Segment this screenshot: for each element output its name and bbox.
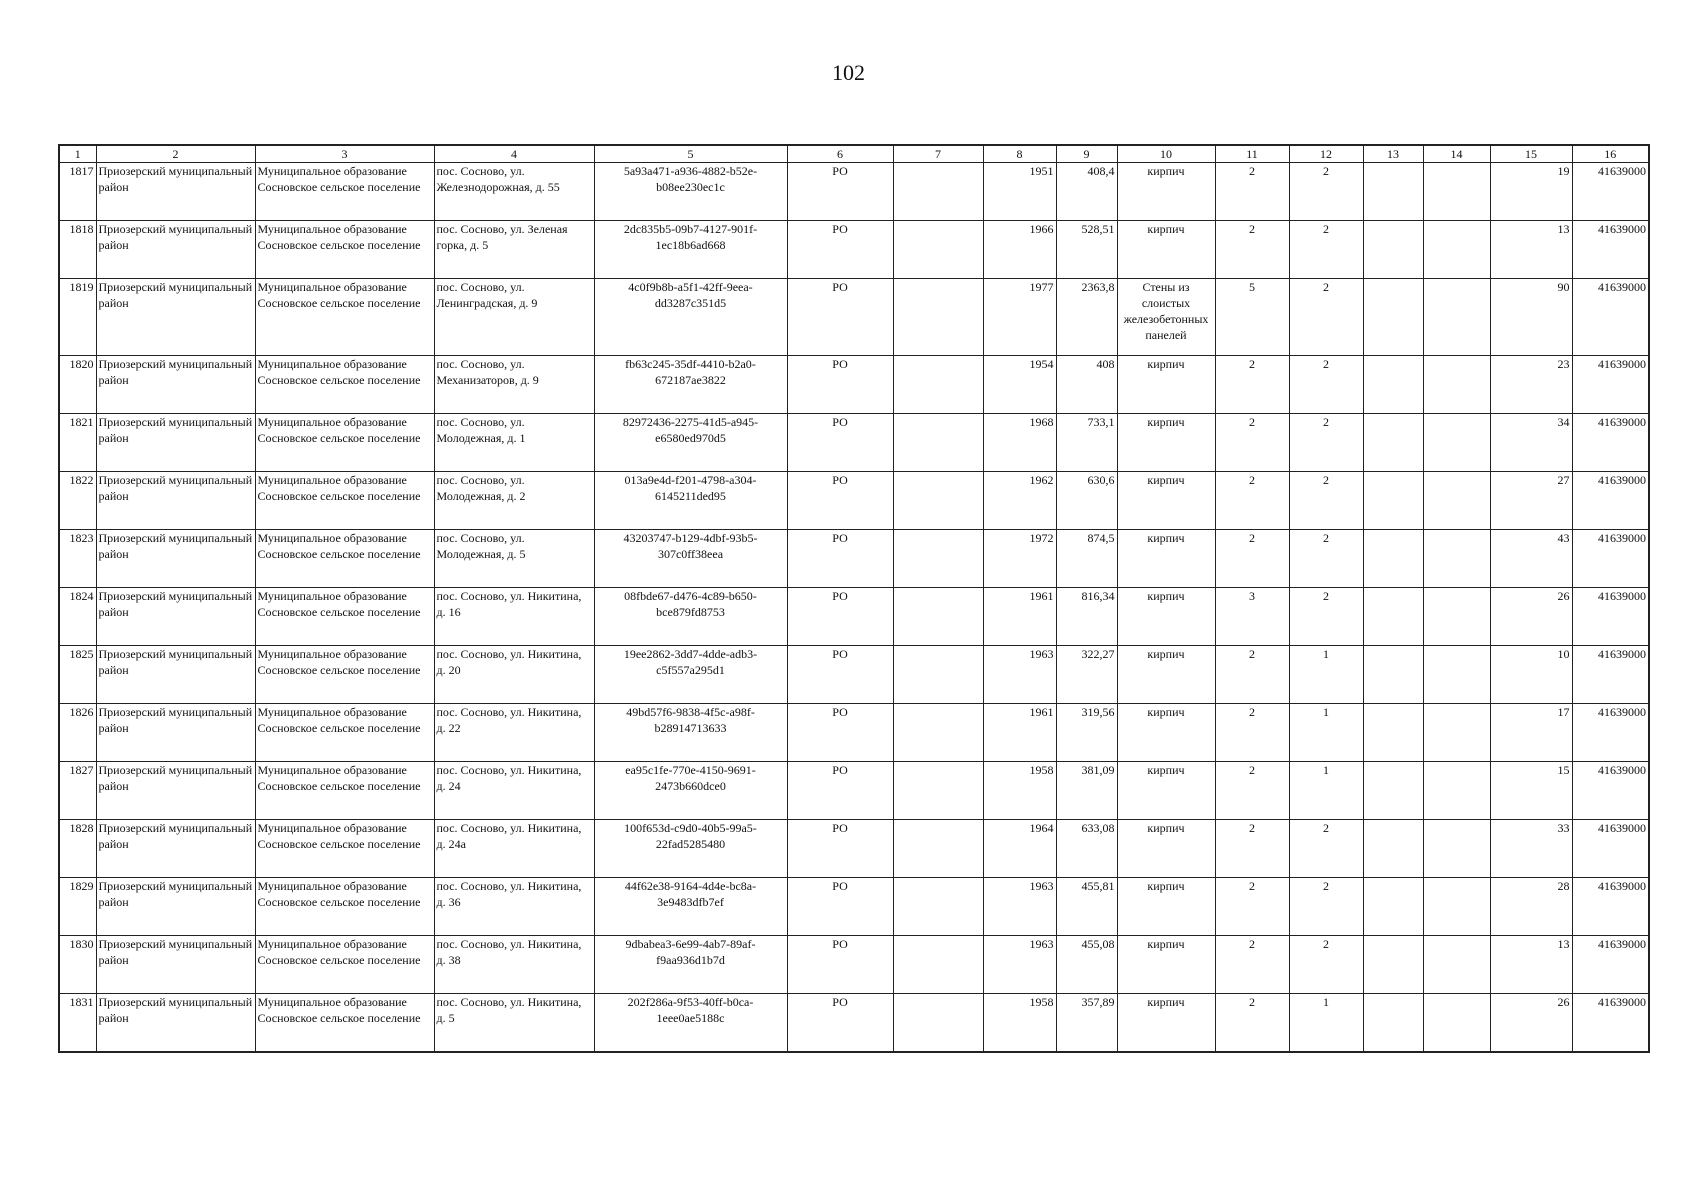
col-7-cell <box>893 936 983 994</box>
col-13-cell <box>1363 356 1423 414</box>
area-cell: 357,89 <box>1056 994 1117 1052</box>
fund-type-cell: РО <box>787 414 893 472</box>
col-7-cell <box>893 994 983 1052</box>
apartments-cell: 90 <box>1490 279 1572 356</box>
area-cell: 455,81 <box>1056 878 1117 936</box>
fund-type-cell: РО <box>787 878 893 936</box>
table-row <box>59 163 1649 221</box>
fias-guid-cell: 82972436-2275-41d5-a945-e6580ed970d5 <box>594 414 787 472</box>
wall-material-cell: кирпич <box>1117 820 1215 878</box>
address-cell: пос. Сосново, ул. Никитина, д. 24 <box>434 762 594 820</box>
col-13-cell <box>1363 414 1423 472</box>
table-row <box>59 762 1649 820</box>
floors-cell: 2 <box>1215 878 1289 936</box>
area-cell: 408 <box>1056 356 1117 414</box>
col-14-cell <box>1423 414 1490 472</box>
district-cell: Приозерский муниципальный район <box>96 820 255 878</box>
address-cell: пос. Сосново, ул. Никитина, д. 16 <box>434 588 594 646</box>
row-number-cell: 1821 <box>59 414 96 472</box>
col-14-cell <box>1423 878 1490 936</box>
floors-cell: 2 <box>1215 221 1289 279</box>
year-built-cell: 1977 <box>983 279 1056 356</box>
entrances-cell: 2 <box>1289 936 1363 994</box>
municipality-cell: Муниципальное образование Сосновское сельское поселение <box>255 704 434 762</box>
district-cell: Приозерский муниципальный район <box>96 530 255 588</box>
col-13-cell <box>1363 163 1423 221</box>
col-7-cell <box>893 221 983 279</box>
col-7-cell <box>893 704 983 762</box>
row-number-cell: 1820 <box>59 356 96 414</box>
col-7-cell <box>893 414 983 472</box>
col-7-cell <box>893 530 983 588</box>
floors-cell: 2 <box>1215 994 1289 1052</box>
floors-cell: 2 <box>1215 163 1289 221</box>
fias-guid-cell: 202f286a-9f53-40ff-b0ca-1eee0ae5188c <box>594 994 787 1052</box>
entrances-cell: 2 <box>1289 472 1363 530</box>
fias-guid-cell: fb63c245-35df-4410-b2a0-672187ae3822 <box>594 356 787 414</box>
area-cell: 528,51 <box>1056 221 1117 279</box>
fias-guid-cell: ea95c1fe-770e-4150-9691-2473b660dce0 <box>594 762 787 820</box>
entrances-cell: 1 <box>1289 762 1363 820</box>
col-13-cell <box>1363 936 1423 994</box>
table-row <box>59 472 1649 530</box>
municipality-cell: Муниципальное образование Сосновское сельское поселение <box>255 588 434 646</box>
area-cell: 322,27 <box>1056 646 1117 704</box>
col-7-cell <box>893 588 983 646</box>
col-14-cell <box>1423 762 1490 820</box>
fund-type-cell: РО <box>787 163 893 221</box>
floors-cell: 2 <box>1215 704 1289 762</box>
fund-type-cell: РО <box>787 646 893 704</box>
apartments-cell: 27 <box>1490 472 1572 530</box>
entrances-cell: 2 <box>1289 414 1363 472</box>
floors-cell: 5 <box>1215 279 1289 356</box>
row-number-cell: 1825 <box>59 646 96 704</box>
fias-guid-cell: 08fbde67-d476-4c89-b650-bce879fd8753 <box>594 588 787 646</box>
district-cell: Приозерский муниципальный район <box>96 472 255 530</box>
housing-registry-table <box>58 144 1650 1053</box>
row-number-cell: 1818 <box>59 221 96 279</box>
fund-type-cell: РО <box>787 221 893 279</box>
year-built-cell: 1962 <box>983 472 1056 530</box>
floors-cell: 2 <box>1215 530 1289 588</box>
year-built-cell: 1968 <box>983 414 1056 472</box>
wall-material-cell: кирпич <box>1117 356 1215 414</box>
fias-guid-cell: 2dc835b5-09b7-4127-901f-1ec18b6ad668 <box>594 221 787 279</box>
municipality-cell: Муниципальное образование Сосновское сельское поселение <box>255 221 434 279</box>
wall-material-cell: кирпич <box>1117 646 1215 704</box>
municipality-cell: Муниципальное образование Сосновское сельское поселение <box>255 878 434 936</box>
municipality-cell: Муниципальное образование Сосновское сельское поселение <box>255 820 434 878</box>
col-13-cell <box>1363 994 1423 1052</box>
municipality-cell: Муниципальное образование Сосновское сельское поселение <box>255 279 434 356</box>
year-built-cell: 1964 <box>983 820 1056 878</box>
column-header-col-municipality: 3 <box>255 145 434 163</box>
col-14-cell <box>1423 588 1490 646</box>
column-header-col-13: 13 <box>1363 145 1423 163</box>
fund-type-cell: РО <box>787 994 893 1052</box>
municipality-cell: Муниципальное образование Сосновское сельское поселение <box>255 936 434 994</box>
col-7-cell <box>893 820 983 878</box>
entrances-cell: 2 <box>1289 356 1363 414</box>
oktmo-cell: 41639000 <box>1572 646 1649 704</box>
col-13-cell <box>1363 762 1423 820</box>
area-cell: 2363,8 <box>1056 279 1117 356</box>
table-row <box>59 530 1649 588</box>
apartments-cell: 33 <box>1490 820 1572 878</box>
table-row <box>59 936 1649 994</box>
year-built-cell: 1963 <box>983 878 1056 936</box>
address-cell: пос. Сосново, ул. Железнодорожная, д. 55 <box>434 163 594 221</box>
fias-guid-cell: 4c0f9b8b-a5f1-42ff-9eea-dd3287c351d5 <box>594 279 787 356</box>
fund-type-cell: РО <box>787 472 893 530</box>
column-header-col-oktmo: 16 <box>1572 145 1649 163</box>
column-header-col-entrances: 12 <box>1289 145 1363 163</box>
row-number-cell: 1817 <box>59 163 96 221</box>
wall-material-cell: кирпич <box>1117 704 1215 762</box>
entrances-cell: 2 <box>1289 279 1363 356</box>
col-13-cell <box>1363 878 1423 936</box>
fund-type-cell: РО <box>787 356 893 414</box>
col-13-cell <box>1363 820 1423 878</box>
year-built-cell: 1954 <box>983 356 1056 414</box>
district-cell: Приозерский муниципальный район <box>96 414 255 472</box>
col-7-cell <box>893 163 983 221</box>
district-cell: Приозерский муниципальный район <box>96 279 255 356</box>
area-cell: 733,1 <box>1056 414 1117 472</box>
col-14-cell <box>1423 221 1490 279</box>
entrances-cell: 2 <box>1289 878 1363 936</box>
table-row <box>59 221 1649 279</box>
municipality-cell: Муниципальное образование Сосновское сельское поселение <box>255 414 434 472</box>
oktmo-cell: 41639000 <box>1572 936 1649 994</box>
district-cell: Приозерский муниципальный район <box>96 994 255 1052</box>
apartments-cell: 43 <box>1490 530 1572 588</box>
col-7-cell <box>893 279 983 356</box>
column-header-col-fias-guid: 5 <box>594 145 787 163</box>
entrances-cell: 1 <box>1289 994 1363 1052</box>
floors-cell: 2 <box>1215 646 1289 704</box>
address-cell: пос. Сосново, ул. Ленинградская, д. 9 <box>434 279 594 356</box>
column-header-col-floors: 11 <box>1215 145 1289 163</box>
wall-material-cell: кирпич <box>1117 762 1215 820</box>
apartments-cell: 13 <box>1490 221 1572 279</box>
year-built-cell: 1961 <box>983 704 1056 762</box>
table-row <box>59 279 1649 356</box>
row-number-cell: 1830 <box>59 936 96 994</box>
table-row <box>59 588 1649 646</box>
col-7-cell <box>893 762 983 820</box>
col-14-cell <box>1423 530 1490 588</box>
address-cell: пос. Сосново, ул. Никитина, д. 20 <box>434 646 594 704</box>
area-cell: 816,34 <box>1056 588 1117 646</box>
municipality-cell: Муниципальное образование Сосновское сельское поселение <box>255 994 434 1052</box>
entrances-cell: 2 <box>1289 221 1363 279</box>
district-cell: Приозерский муниципальный район <box>96 221 255 279</box>
wall-material-cell: кирпич <box>1117 588 1215 646</box>
oktmo-cell: 41639000 <box>1572 163 1649 221</box>
oktmo-cell: 41639000 <box>1572 994 1649 1052</box>
entrances-cell: 1 <box>1289 646 1363 704</box>
col-13-cell <box>1363 279 1423 356</box>
year-built-cell: 1958 <box>983 994 1056 1052</box>
col-14-cell <box>1423 704 1490 762</box>
wall-material-cell: кирпич <box>1117 414 1215 472</box>
area-cell: 874,5 <box>1056 530 1117 588</box>
column-header-col-district: 2 <box>96 145 255 163</box>
municipality-cell: Муниципальное образование Сосновское сельское поселение <box>255 530 434 588</box>
district-cell: Приозерский муниципальный район <box>96 163 255 221</box>
address-cell: пос. Сосново, ул. Никитина, д. 24а <box>434 820 594 878</box>
column-header-col-row-number: 1 <box>59 145 96 163</box>
column-header-col-apartments: 15 <box>1490 145 1572 163</box>
apartments-cell: 28 <box>1490 878 1572 936</box>
address-cell: пос. Сосново, ул. Никитина, д. 36 <box>434 878 594 936</box>
wall-material-cell: кирпич <box>1117 936 1215 994</box>
fias-guid-cell: 013a9e4d-f201-4798-a304-6145211ded95 <box>594 472 787 530</box>
oktmo-cell: 41639000 <box>1572 221 1649 279</box>
col-14-cell <box>1423 163 1490 221</box>
apartments-cell: 10 <box>1490 646 1572 704</box>
row-number-cell: 1819 <box>59 279 96 356</box>
table-row <box>59 994 1649 1052</box>
col-7-cell <box>893 356 983 414</box>
fund-type-cell: РО <box>787 588 893 646</box>
municipality-cell: Муниципальное образование Сосновское сельское поселение <box>255 356 434 414</box>
wall-material-cell: кирпич <box>1117 221 1215 279</box>
wall-material-cell: кирпич <box>1117 994 1215 1052</box>
address-cell: пос. Сосново, ул. Молодежная, д. 1 <box>434 414 594 472</box>
year-built-cell: 1958 <box>983 762 1056 820</box>
fund-type-cell: РО <box>787 936 893 994</box>
year-built-cell: 1966 <box>983 221 1056 279</box>
entrances-cell: 2 <box>1289 530 1363 588</box>
column-number-row <box>59 145 1649 163</box>
year-built-cell: 1963 <box>983 936 1056 994</box>
col-13-cell <box>1363 472 1423 530</box>
entrances-cell: 2 <box>1289 820 1363 878</box>
row-number-cell: 1828 <box>59 820 96 878</box>
address-cell: пос. Сосново, ул. Механизаторов, д. 9 <box>434 356 594 414</box>
fias-guid-cell: 9dbabea3-6e99-4ab7-89af-f9aa936d1b7d <box>594 936 787 994</box>
district-cell: Приозерский муниципальный район <box>96 588 255 646</box>
apartments-cell: 34 <box>1490 414 1572 472</box>
fund-type-cell: РО <box>787 530 893 588</box>
table-row <box>59 414 1649 472</box>
fund-type-cell: РО <box>787 704 893 762</box>
col-14-cell <box>1423 356 1490 414</box>
year-built-cell: 1951 <box>983 163 1056 221</box>
column-header-col-year-built: 8 <box>983 145 1056 163</box>
area-cell: 381,09 <box>1056 762 1117 820</box>
col-14-cell <box>1423 472 1490 530</box>
col-13-cell <box>1363 221 1423 279</box>
col-14-cell <box>1423 820 1490 878</box>
wall-material-cell: кирпич <box>1117 472 1215 530</box>
fias-guid-cell: 100f653d-c9d0-40b5-99a5-22fad5285480 <box>594 820 787 878</box>
row-number-cell: 1826 <box>59 704 96 762</box>
fund-type-cell: РО <box>787 820 893 878</box>
oktmo-cell: 41639000 <box>1572 472 1649 530</box>
column-header-col-address: 4 <box>434 145 594 163</box>
area-cell: 319,56 <box>1056 704 1117 762</box>
address-cell: пос. Сосново, ул. Зеленая горка, д. 5 <box>434 221 594 279</box>
area-cell: 408,4 <box>1056 163 1117 221</box>
district-cell: Приозерский муниципальный район <box>96 646 255 704</box>
oktmo-cell: 41639000 <box>1572 762 1649 820</box>
entrances-cell: 2 <box>1289 588 1363 646</box>
table-row <box>59 820 1649 878</box>
floors-cell: 2 <box>1215 936 1289 994</box>
oktmo-cell: 41639000 <box>1572 588 1649 646</box>
area-cell: 630,6 <box>1056 472 1117 530</box>
oktmo-cell: 41639000 <box>1572 279 1649 356</box>
apartments-cell: 13 <box>1490 936 1572 994</box>
col-14-cell <box>1423 646 1490 704</box>
municipality-cell: Муниципальное образование Сосновское сельское поселение <box>255 762 434 820</box>
column-header-col-area: 9 <box>1056 145 1117 163</box>
address-cell: пос. Сосново, ул. Никитина, д. 38 <box>434 936 594 994</box>
oktmo-cell: 41639000 <box>1572 704 1649 762</box>
fund-type-cell: РО <box>787 762 893 820</box>
column-header-col-wall-material: 10 <box>1117 145 1215 163</box>
col-7-cell <box>893 646 983 704</box>
fias-guid-cell: 43203747-b129-4dbf-93b5-307c0ff38eea <box>594 530 787 588</box>
table-row <box>59 878 1649 936</box>
fias-guid-cell: 49bd57f6-9838-4f5c-a98f-b28914713633 <box>594 704 787 762</box>
entrances-cell: 2 <box>1289 163 1363 221</box>
fias-guid-cell: 5a93a471-a936-4882-b52e-b08ee230ec1c <box>594 163 787 221</box>
col-13-cell <box>1363 646 1423 704</box>
col-13-cell <box>1363 530 1423 588</box>
floors-cell: 2 <box>1215 762 1289 820</box>
apartments-cell: 15 <box>1490 762 1572 820</box>
page-number: 102 <box>832 60 865 85</box>
col-14-cell <box>1423 279 1490 356</box>
fias-guid-cell: 44f62e38-9164-4d4e-bc8a-3e9483dfb7ef <box>594 878 787 936</box>
apartments-cell: 17 <box>1490 704 1572 762</box>
column-header-col-14: 14 <box>1423 145 1490 163</box>
oktmo-cell: 41639000 <box>1572 356 1649 414</box>
row-number-cell: 1829 <box>59 878 96 936</box>
year-built-cell: 1963 <box>983 646 1056 704</box>
entrances-cell: 1 <box>1289 704 1363 762</box>
apartments-cell: 23 <box>1490 356 1572 414</box>
municipality-cell: Муниципальное образование Сосновское сельское поселение <box>255 163 434 221</box>
address-cell: пос. Сосново, ул. Никитина, д. 22 <box>434 704 594 762</box>
floors-cell: 2 <box>1215 820 1289 878</box>
wall-material-cell: кирпич <box>1117 163 1215 221</box>
year-built-cell: 1972 <box>983 530 1056 588</box>
apartments-cell: 26 <box>1490 588 1572 646</box>
wall-material-cell: кирпич <box>1117 878 1215 936</box>
address-cell: пос. Сосново, ул. Молодежная, д. 5 <box>434 530 594 588</box>
district-cell: Приозерский муниципальный район <box>96 878 255 936</box>
table-row <box>59 704 1649 762</box>
col-7-cell <box>893 472 983 530</box>
table-row <box>59 646 1649 704</box>
oktmo-cell: 41639000 <box>1572 414 1649 472</box>
fund-type-cell: РО <box>787 279 893 356</box>
column-header-col-7: 7 <box>893 145 983 163</box>
col-13-cell <box>1363 588 1423 646</box>
table-body <box>59 163 1649 1052</box>
oktmo-cell: 41639000 <box>1572 530 1649 588</box>
oktmo-cell: 41639000 <box>1572 878 1649 936</box>
col-14-cell <box>1423 936 1490 994</box>
wall-material-cell: Стены из слоистых железобетонных панелей <box>1117 279 1215 356</box>
district-cell: Приозерский муниципальный район <box>96 762 255 820</box>
col-14-cell <box>1423 994 1490 1052</box>
area-cell: 633,08 <box>1056 820 1117 878</box>
area-cell: 455,08 <box>1056 936 1117 994</box>
col-13-cell <box>1363 704 1423 762</box>
row-number-cell: 1824 <box>59 588 96 646</box>
district-cell: Приозерский муниципальный район <box>96 704 255 762</box>
address-cell: пос. Сосново, ул. Молодежная, д. 2 <box>434 472 594 530</box>
row-number-cell: 1831 <box>59 994 96 1052</box>
row-number-cell: 1823 <box>59 530 96 588</box>
address-cell: пос. Сосново, ул. Никитина, д. 5 <box>434 994 594 1052</box>
floors-cell: 2 <box>1215 356 1289 414</box>
municipality-cell: Муниципальное образование Сосновское сельское поселение <box>255 646 434 704</box>
table-row <box>59 356 1649 414</box>
district-cell: Приозерский муниципальный район <box>96 356 255 414</box>
apartments-cell: 19 <box>1490 163 1572 221</box>
oktmo-cell: 41639000 <box>1572 820 1649 878</box>
apartments-cell: 26 <box>1490 994 1572 1052</box>
floors-cell: 2 <box>1215 472 1289 530</box>
column-header-col-fund-type: 6 <box>787 145 893 163</box>
fias-guid-cell: 19ee2862-3dd7-4dde-adb3-c5f557a295d1 <box>594 646 787 704</box>
floors-cell: 2 <box>1215 414 1289 472</box>
floors-cell: 3 <box>1215 588 1289 646</box>
wall-material-cell: кирпич <box>1117 530 1215 588</box>
col-7-cell <box>893 878 983 936</box>
year-built-cell: 1961 <box>983 588 1056 646</box>
municipality-cell: Муниципальное образование Сосновское сельское поселение <box>255 472 434 530</box>
district-cell: Приозерский муниципальный район <box>96 936 255 994</box>
row-number-cell: 1827 <box>59 762 96 820</box>
row-number-cell: 1822 <box>59 472 96 530</box>
